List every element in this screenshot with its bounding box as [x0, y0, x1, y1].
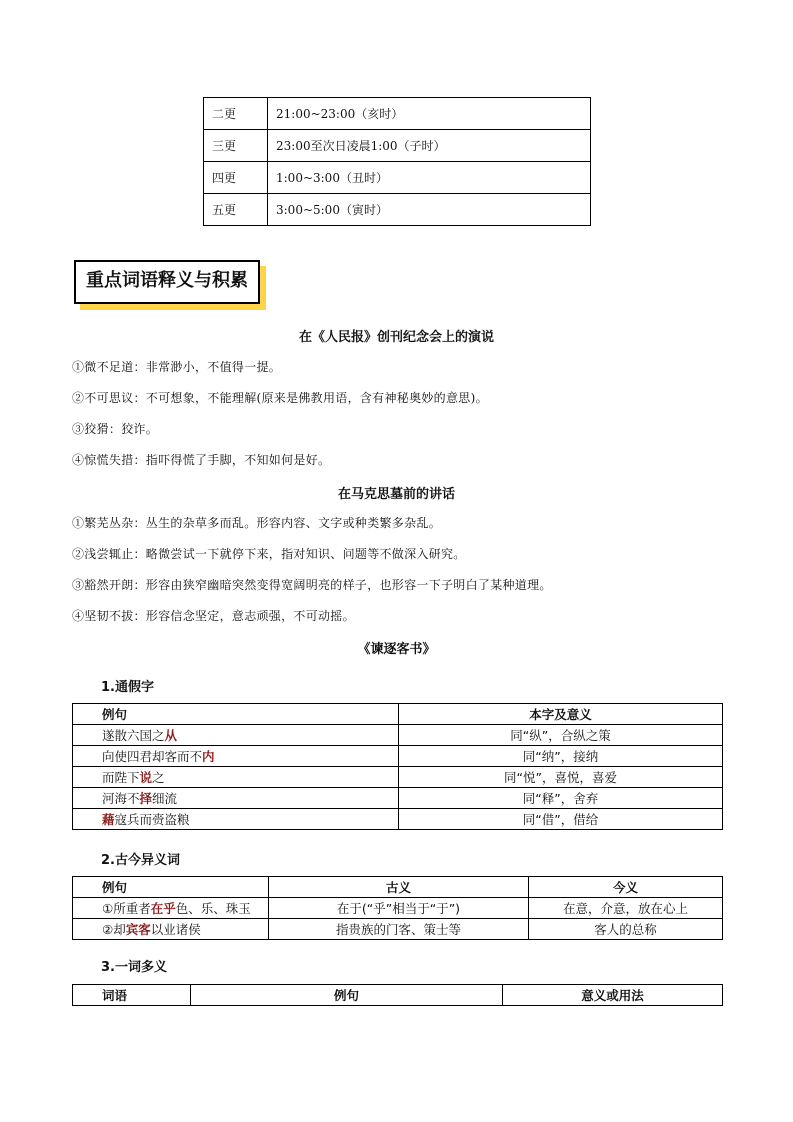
header-cell: 今义: [529, 877, 723, 898]
highlight-word: 内: [202, 749, 215, 764]
ancient-meaning-cell: 指贵族的门客、策士等: [269, 919, 529, 940]
tongjia-heading: 1.通假字: [101, 680, 154, 695]
example-text: 色、乐、珠玉: [175, 901, 251, 916]
speech1-item-3: ③狡猾：狡诈。: [72, 422, 159, 436]
speech1-item-4: ④惊慌失措：指吓得慌了手脚，不知如何是好。: [72, 453, 331, 467]
example-cell: [73, 898, 269, 919]
table-row: [204, 130, 591, 162]
example-cell: [73, 746, 399, 767]
table-header-row: [73, 704, 723, 725]
highlight-word: 择: [139, 791, 153, 806]
gujin-table: [72, 876, 723, 940]
example-text: 河海不: [102, 791, 140, 806]
example-text: 寇兵而赍盗粮: [114, 812, 190, 827]
duoyi-heading: 3.一词多义: [101, 960, 167, 975]
meaning-cell: 同“纵”，合纵之策: [399, 725, 723, 746]
table-row: [73, 746, 723, 767]
gujin-heading: 2.古今异义词: [101, 853, 180, 868]
table-row: [204, 162, 591, 194]
highlight-word: 宾客: [125, 922, 151, 937]
meaning-cell: 同“释”，舍弃: [399, 788, 723, 809]
table-row: [73, 898, 723, 919]
example-cell: [73, 809, 399, 830]
example-text: 向使四君却客而不: [102, 749, 203, 764]
speech1-item-2: ②不可思议：不可想象，不能理解(原来是佛教用语，含有神秘奥妙的意思)。: [72, 391, 488, 405]
watch-cell: 二更: [204, 98, 268, 130]
speech1-item-1: ①微不足道：非常渺小，不值得一提。: [72, 360, 282, 374]
modern-meaning-cell: 客人的总称: [529, 919, 723, 940]
section-title: 重点词语释义与积累: [86, 270, 248, 291]
header-cell: 例句: [73, 704, 399, 725]
time-table: [203, 97, 591, 226]
table-row: [73, 788, 723, 809]
example-cell: [73, 725, 399, 746]
time-cell: 23:00至次日凌晨1:00（子时）: [268, 130, 591, 162]
example-text: 而陛下: [102, 770, 140, 785]
table-row: [73, 767, 723, 788]
highlight-word: 藉: [102, 812, 115, 827]
watch-cell: 三更: [204, 130, 268, 162]
meaning-cell: 同“悦”，喜悦，喜爱: [399, 767, 723, 788]
table-row: [73, 725, 723, 746]
example-text: 遂散六国之: [102, 728, 165, 743]
speech2-title: 在马克思墓前的讲话: [337, 487, 455, 502]
example-cell: [73, 788, 399, 809]
meaning-cell: 同“借”，借给: [399, 809, 723, 830]
example-text: 以业诸侯: [150, 922, 201, 937]
time-cell: 1:00~3:00（丑时）: [268, 162, 591, 194]
table-row: [73, 919, 723, 940]
example-cell: [73, 919, 269, 940]
table-row: [204, 194, 591, 226]
essay-title: 《谏逐客书》: [357, 642, 436, 657]
watch-cell: 四更: [204, 162, 268, 194]
example-text: 之: [152, 770, 165, 785]
speech2-item-3: ③豁然开朗：形容由狭窄幽暗突然变得宽阔明亮的样子，也形容一下子明白了某种道理。: [72, 578, 552, 592]
example-text: ①所重者: [102, 901, 151, 916]
header-cell: 词语: [73, 985, 191, 1006]
header-cell: 本字及意义: [399, 704, 723, 725]
table-row: [73, 809, 723, 830]
table-row: [204, 98, 591, 130]
header-cell: 古义: [269, 877, 529, 898]
header-cell: 意义或用法: [503, 985, 723, 1006]
speech1-title: 在《人民报》创刊纪念会上的演说: [298, 330, 494, 345]
time-cell: 3:00~5:00（寅时）: [268, 194, 591, 226]
watch-cell: 五更: [204, 194, 268, 226]
tongjia-table: [72, 703, 723, 830]
table-header-row: [73, 985, 723, 1006]
highlight-word: 在乎: [150, 901, 176, 916]
duoyi-table: [72, 984, 723, 1006]
speech2-item-4: ④坚韧不拔：形容信念坚定，意志顽强，不可动摇。: [72, 609, 355, 623]
time-cell: 21:00~23:00（亥时）: [268, 98, 591, 130]
header-cell: 例句: [73, 877, 269, 898]
highlight-word: 说: [139, 770, 153, 785]
example-cell: [73, 767, 399, 788]
example-text: ②却: [102, 922, 126, 937]
modern-meaning-cell: 在意，介意，放在心上: [529, 898, 723, 919]
header-cell: 例句: [191, 985, 503, 1006]
meaning-cell: 同“纳”，接纳: [399, 746, 723, 767]
table-header-row: [73, 877, 723, 898]
speech2-item-2: ②浅尝辄止：略微尝试一下就停下来，指对知识、问题等不做深入研究。: [72, 547, 466, 561]
speech2-item-1: ①繁芜丛杂：丛生的杂草多而乱。形容内容、文字或种类繁多杂乱。: [72, 516, 442, 530]
highlight-word: 从: [164, 728, 178, 743]
ancient-meaning-cell: 在于(“乎”相当于“于”): [269, 898, 529, 919]
example-text: 细流: [152, 791, 178, 806]
